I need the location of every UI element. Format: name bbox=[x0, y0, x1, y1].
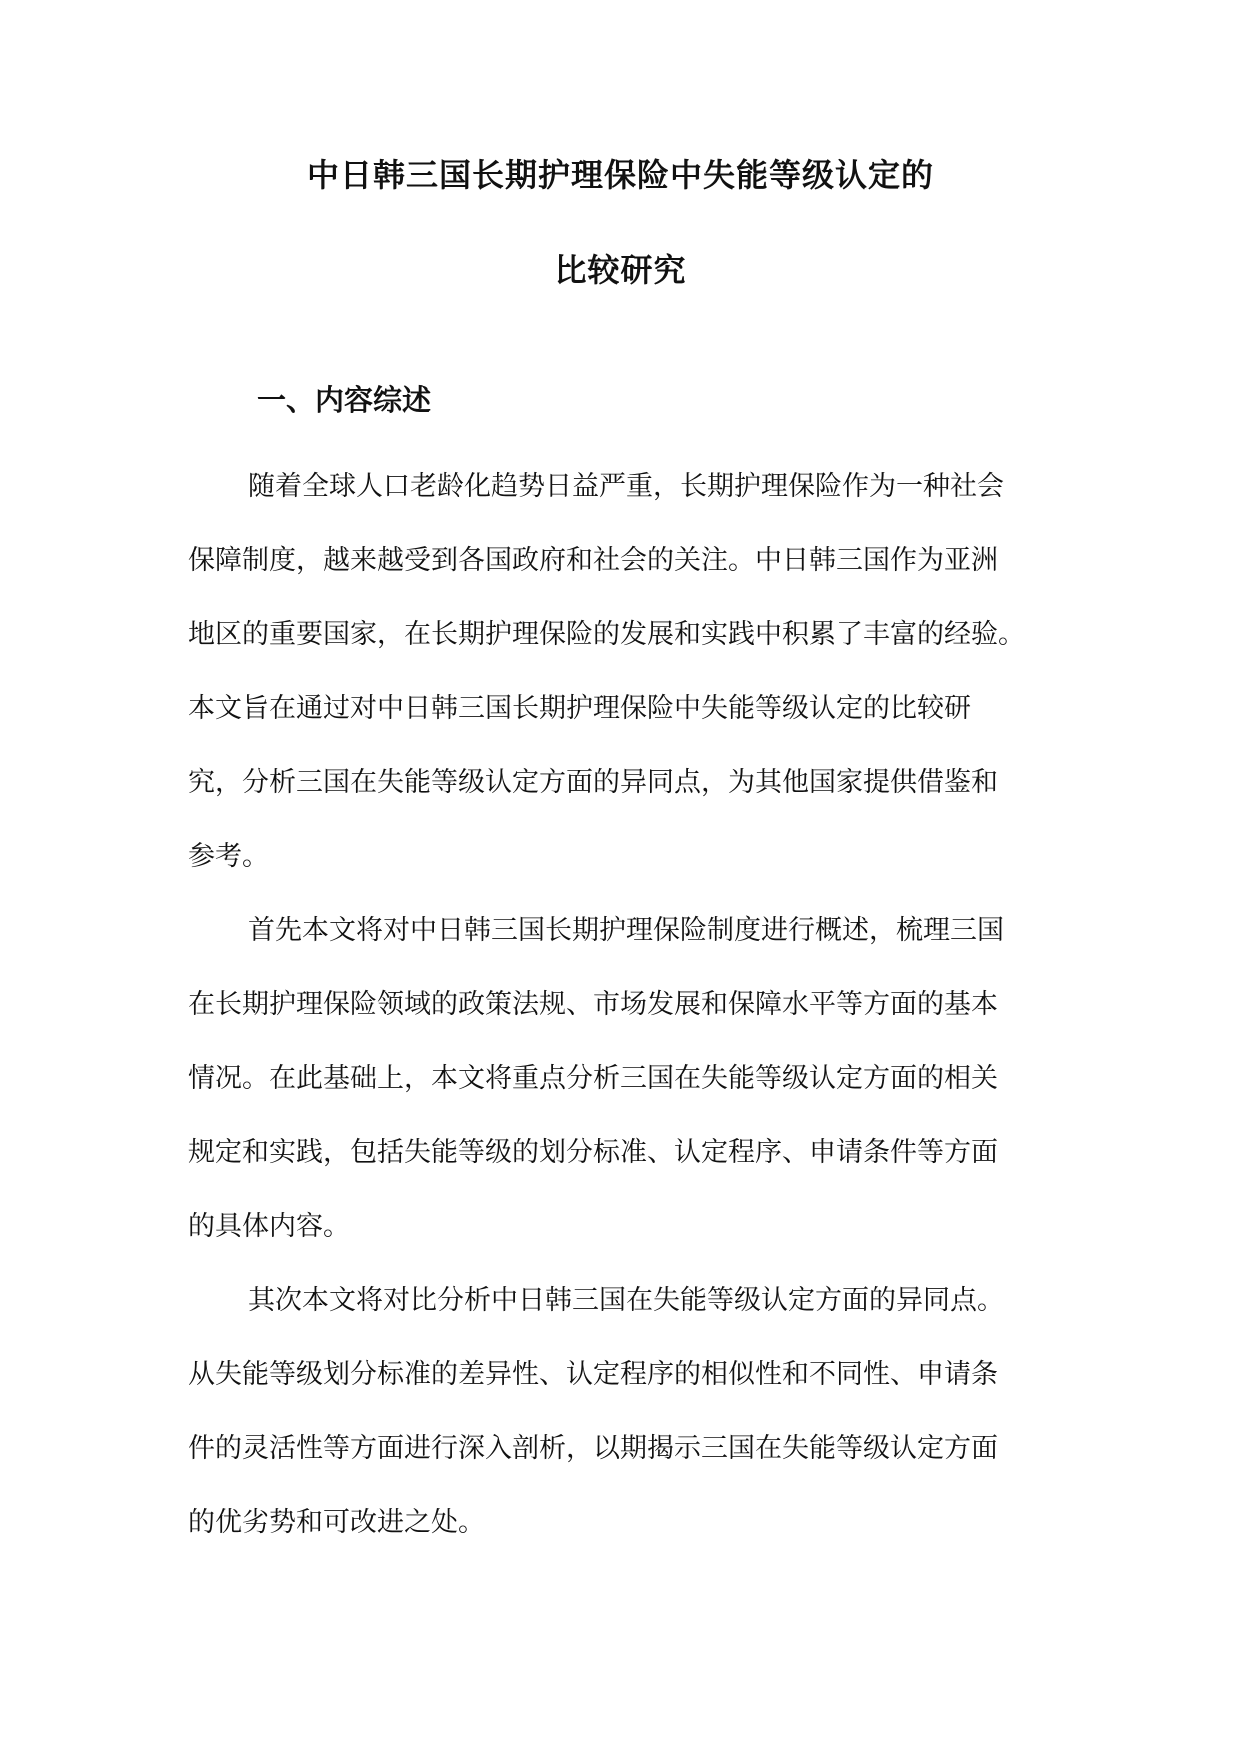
paragraph-line: 的具体内容。 bbox=[188, 1211, 350, 1242]
paragraph-line: 在长期护理保险领域的政策法规、市场发展和保障水平等方面的基本 bbox=[188, 989, 998, 1020]
paragraph-line: 本文旨在通过对中日韩三国长期护理保险中失能等级认定的比较研 bbox=[188, 693, 971, 724]
paragraph-line: 地区的重要国家，在长期护理保险的发展和实践中积累了丰富的经验。 bbox=[188, 619, 1025, 650]
section-heading: 一、内容综述 bbox=[257, 383, 432, 417]
paragraph-line: 从失能等级划分标准的差异性、认定程序的相似性和不同性、申请条 bbox=[188, 1359, 998, 1390]
document-title-line-1: 中日韩三国长期护理保险中失能等级认定的 bbox=[306, 156, 934, 194]
document-title-line-2: 比较研究 bbox=[554, 251, 687, 289]
paragraph-line: 首先本文将对中日韩三国长期护理保险制度进行概述，梳理三国 bbox=[248, 915, 1004, 946]
paragraph-line: 其次本文将对比分析中日韩三国在失能等级认定方面的异同点。 bbox=[248, 1285, 1004, 1316]
paragraph-2 bbox=[188, 911, 1058, 1281]
paragraph-line: 规定和实践，包括失能等级的划分标准、认定程序、申请条件等方面 bbox=[188, 1137, 998, 1168]
paragraph-line: 的优劣势和可改进之处。 bbox=[188, 1507, 485, 1538]
paragraph-line: 究，分析三国在失能等级认定方面的异同点，为其他国家提供借鉴和 bbox=[188, 767, 998, 798]
paragraph-1 bbox=[188, 467, 1058, 911]
paragraph-line: 件的灵活性等方面进行深入剖析，以期揭示三国在失能等级认定方面 bbox=[188, 1433, 998, 1464]
paragraph-line: 情况。在此基础上，本文将重点分析三国在失能等级认定方面的相关 bbox=[188, 1063, 998, 1094]
paragraph-line: 随着全球人口老龄化趋势日益严重，长期护理保险作为一种社会 bbox=[248, 471, 1004, 502]
paragraph-line: 参考。 bbox=[188, 841, 269, 872]
paragraph-3 bbox=[188, 1281, 1058, 1577]
paragraph-line: 保障制度，越来越受到各国政府和社会的关注。中日韩三国作为亚洲 bbox=[188, 545, 998, 576]
